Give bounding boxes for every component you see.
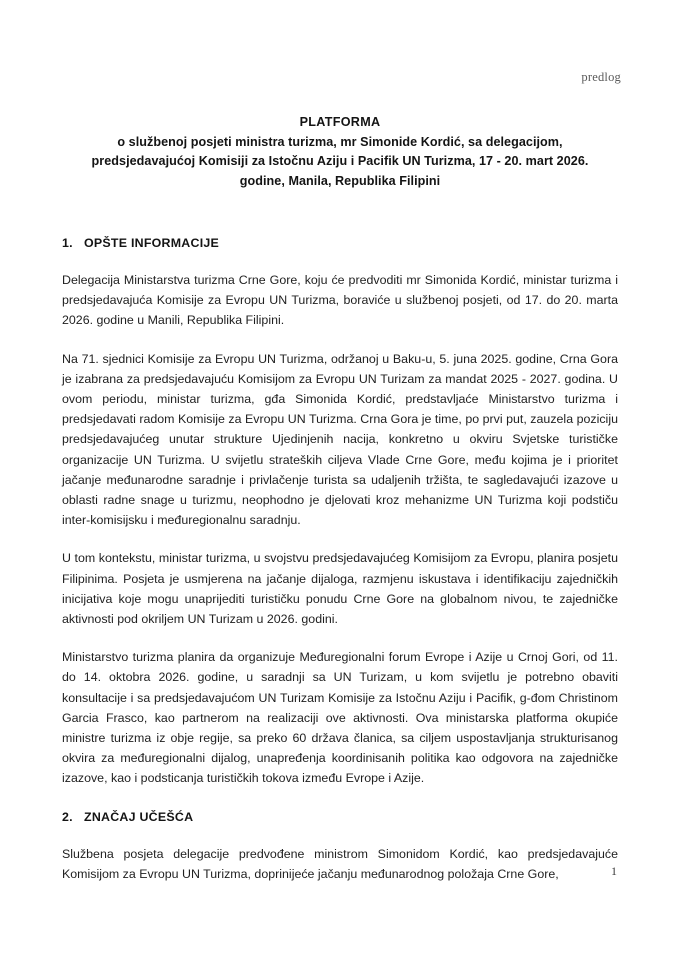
paragraph: Delegacija Ministarstva turizma Crne Gore, koju će predvoditi mr Simonida Kordić, ministar turizma i predsjedavajuća Komisije za Evropu UN Turizma, boraviće u službenoj posjeti, od 17. do 20. marta 2026. godine u Manili, Republika Filipini.	[62, 273, 618, 328]
section-number-1: 1.	[62, 236, 73, 250]
paragraph: Ministarstvo turizma planira da organizuje Međuregionalni forum Evrope i Azije u Crnoj Gori, od 11. do 14. oktobra 2026. godine, u saradnji sa UN Turizam, u kom svijetlu je potrebno obaviti konsultacije i sa predsjedavajućom UN Turizam Komisije za Istočnu Aziju i Pacifik, g-đom Christinom Garcia Frasco, kao partnerom na realizaciji ove aktivnosti. Ova ministarska platforma okupiće ministre turizma iz obje regije, sa preko 60 država članica, sa ciljem uspostavljanja strukturisanog okvira za međuregionalni dijalog, unapređenja koordinisanih politika kao odgovora na zajedničke izazove, kao i podsticanja turističkih tokova između Evrope i Azije.	[62, 650, 618, 786]
page-subtitle-line-1: o službenoj posjeti ministra turizma, mr Simonide Kordić, sa delegacijom,	[117, 134, 563, 149]
section-heading-1	[62, 236, 618, 250]
page-title: PLATFORMA	[299, 115, 381, 129]
section-number-2: 2.	[62, 809, 73, 824]
section-title-2: ZNAČAJ UČEŠĆA	[84, 809, 194, 824]
paragraph: Na 71. sjednici Komisije za Evropu UN Turizma, održanoj u Baku-u, 5. juna 2025. godine, Crna Gora je izabrana za predsjedavajuću Komisijom za Evropu UN Turizam za mandat 2025 - 2027. godina. U ovom periodu, ministar turizma, gđa Simonida Kordić, predstavljaće Ministarstvo turizma i predsjedavati radom Komisije za Evropu UN Turizma. Crna Gora je time, po prvi put, zauzela poziciju predsjedavajućeg unutar strukture Ujedinjenih nacija, konkretno u okviru Svjetske turističke organizacije UN Turizma. U svijetlu strateških ciljeva Vlade Crne Gore, među kojima je i prioritet jačanje međunarodne saradnje i privlačenje turista sa udaljenih tržišta, te sagledavajući izazove u oblasti radne snage u turizmu, neophodno je djelovati kroz mehanizme UN Turizma koji podstiču inter-komisijsku i međuregionalnu saradnju.	[62, 351, 618, 528]
page-subtitle-line-2: predsjedavajućoj Komisiji za Istočnu Aziju i Pacifik UN Turizma, 17 - 20. mart 2026.	[91, 154, 589, 168]
section-heading-2	[62, 810, 618, 824]
paragraph: Službena posjeta delegacije predvođene ministrom Simonidom Kordić, kao predsjedavajuće Komisijom za Evropu UN Turizma, doprinijeće jačanju međunarodnog položaja Crne Gore,	[62, 846, 618, 881]
document-title-block	[62, 113, 618, 191]
page-number: 1	[611, 864, 617, 878]
document-body	[62, 236, 618, 884]
section-title-1: OPŠTE INFORMACIJE	[84, 236, 220, 250]
paragraph: U tom kontekstu, ministar turizma, u svojstvu predsjedavajućeg Komisijom za Evropu, planira posjetu Filipinima. Posjeta je usmjerena na jačanje dijaloga, razmjenu iskustava i identifikaciju zajedničkih inicijativa koje mogu unaprijediti turističku ponudu Crne Gore na globalnom nivou, te zajedničke aktivnosti pod okriljem UN Turizam u 2026. godini.	[62, 551, 618, 627]
document-mark: predlog	[581, 70, 621, 84]
page-subtitle-line-3: godine, Manila, Republika Filipini	[239, 173, 441, 188]
